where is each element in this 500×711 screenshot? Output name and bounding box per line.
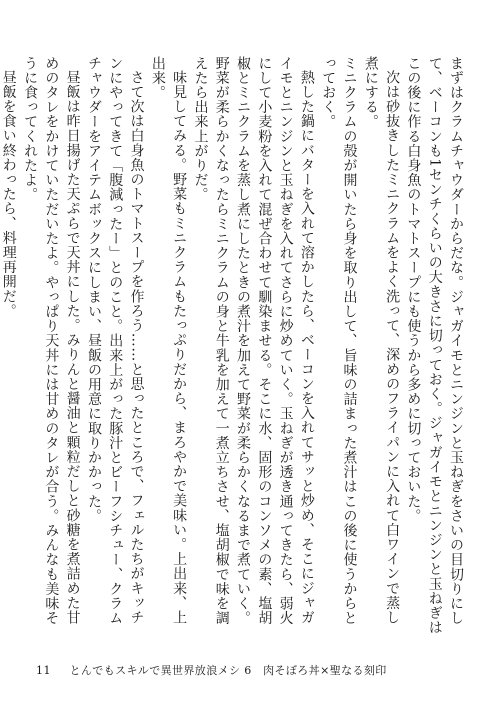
- paragraph: まずはクラムチャウダーからだな。ジャガイモとニンジンと玉ねぎをさいの目切りにして、ベーコンも1センチくらいの大きさに切っておく。ジャガイモとニンジンと玉ねぎはこの後に作る白身魚のトマトスープにも使うから多めに切っておいた。: [405, 56, 464, 635]
- paragraph: さて次は白身魚のトマトスープを作ろう……と思ったところで、フェルたちがキッチンにやってきて「腹減ったー」とのこと。出来上がった豚汁とビーフシチュー、クラムチャウダーをアイテムボックスにしまい、昼飯の用意に取りかかった。: [85, 56, 145, 626]
- vertical-body-text: [0, 56, 466, 636]
- paragraph: ミニクラムの殻が開いたら身を取り出して、旨味の詰まった煮汁はこの後に使うからとっておく。: [320, 56, 358, 626]
- paragraph: 昼飯を食い終わったら、料理再開だ。: [0, 70, 17, 319]
- paragraph: 熱した鍋にバターを入れて溶かしたら、ベーコンを入れてサッと炒め、そこにジャガイモとニンジンと玉ねぎを入れてさらに炒めていく。玉ねぎが透き通ってきたら、弱火にして小麦粉を入れて混ぜ合わせて馴染ませる。そこに水、固形のコンソメの素、塩胡椒とミニクラムを蒸し煮にしたときの煮汁を加えて野菜が柔らかくなるまで煮ていく。野菜が柔らかくなったらミニクラムの身と牛乳を加えて一煮立ちさせ、塩胡椒で味を調えたら出来上がりだ。: [192, 56, 315, 626]
- paragraph: 味見してみる。野菜もミニクラムもたっぷりだから、まろやかで美味い。上出来、上出来。: [149, 56, 188, 625]
- page-number: 11: [36, 664, 51, 677]
- running-title: とんでもスキルで異世界放浪メシ 6 肉そぼろ丼×聖なる刻印: [69, 664, 387, 677]
- page-footer: [36, 662, 476, 680]
- paragraph: 昼飯は昨日揚げた天ぷらで天丼にした。みりんと醤油と顆粒だしと砂糖を煮詰めた甘めのタレをかけていただいたよ。やっぱり天丼には甘めのタレが合う。みんなも美味そうに食ってくれたよ。: [22, 56, 81, 626]
- paragraph: 次は砂抜きしたミニクラムをよく洗って、深めのフライパンに入れて白ワインで蒸し煮にする。: [362, 56, 401, 625]
